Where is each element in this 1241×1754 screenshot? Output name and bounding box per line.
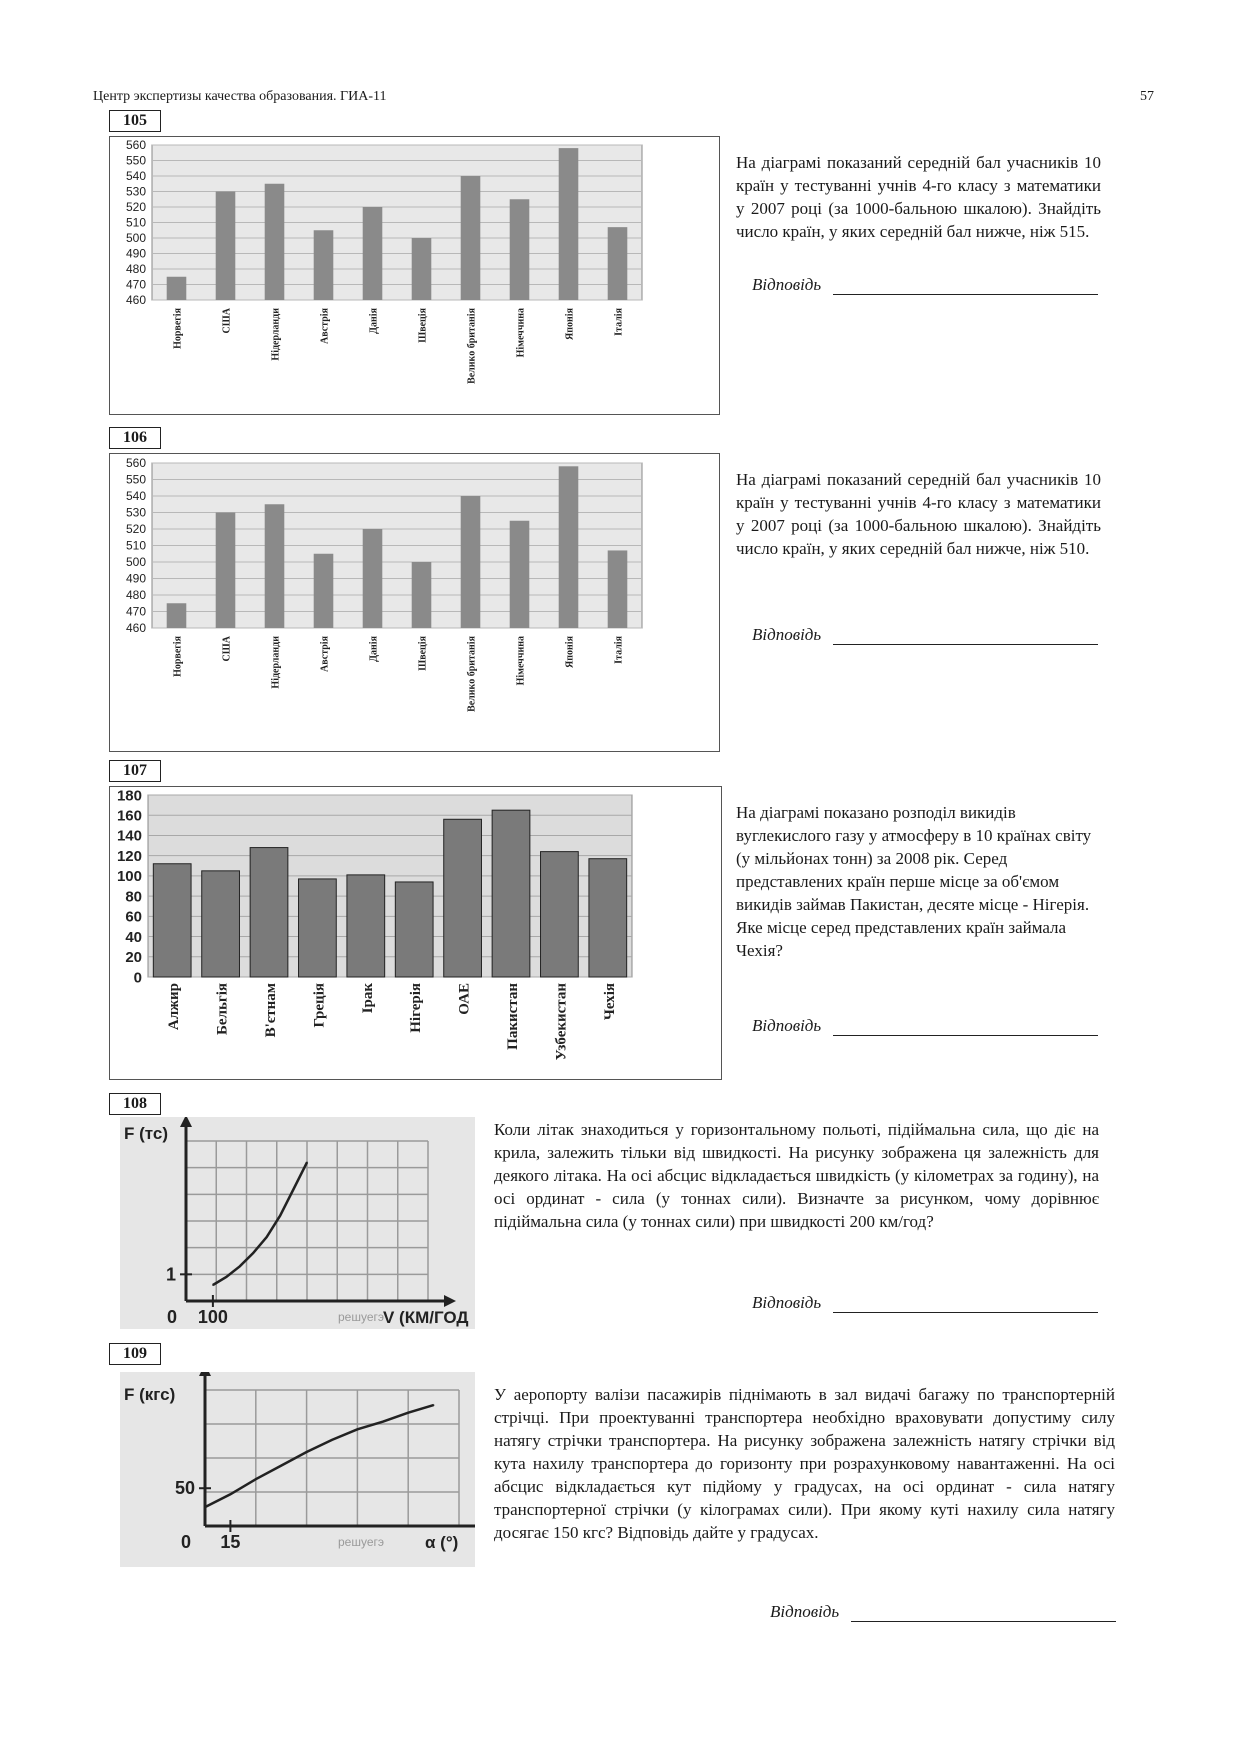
answer-label: Відповідь: [752, 625, 822, 644]
bar: [314, 230, 334, 300]
answer-106: [752, 625, 1098, 645]
y-tick-label: 550: [125, 472, 146, 487]
category-label: Італія: [613, 636, 625, 664]
chart-105: [110, 137, 719, 414]
answer-106-line[interactable]: [833, 627, 1098, 645]
bar: [444, 819, 482, 977]
question-number-106: 106: [109, 427, 161, 449]
answer-label: Відповідь: [752, 275, 822, 294]
question-number-107: 107: [109, 760, 161, 782]
category-label: Велико британія: [466, 636, 478, 712]
category-label: Австрія: [319, 308, 331, 344]
x-axis-label: α (°): [425, 1533, 459, 1552]
y-tick-label: 0: [133, 969, 142, 987]
bar: [167, 277, 187, 300]
y-tick-label: 530: [125, 184, 146, 199]
data-point: [230, 1493, 232, 1495]
bar: [559, 466, 579, 628]
y-tick-label: 20: [125, 949, 142, 967]
data-point: [280, 1465, 282, 1467]
category-label: Японія: [564, 308, 576, 340]
answer-109-line[interactable]: [851, 1604, 1116, 1622]
y-tick-label: 60: [125, 908, 142, 926]
bar: [202, 871, 240, 977]
question-number-108: 108: [109, 1093, 161, 1115]
chart-105-frame: [109, 136, 720, 415]
x-axis-label: V (КМ/ГОД: [383, 1308, 469, 1327]
data-point: [293, 1188, 295, 1190]
chart-106: [110, 454, 719, 751]
answer-label: Відповідь: [770, 1602, 840, 1621]
data-point: [239, 1266, 241, 1268]
answer-108-line[interactable]: [833, 1295, 1098, 1313]
category-label: Німеччина: [515, 636, 527, 686]
answer-109: [770, 1602, 1116, 1622]
y-tick-label: 490: [125, 246, 146, 261]
y-tick-label: 530: [125, 505, 146, 520]
answer-105: [752, 275, 1098, 295]
y-tick-label: 40: [125, 928, 142, 946]
watermark: решуегэ: [338, 1310, 385, 1324]
category-label: Данія: [368, 308, 380, 334]
question-105-text: На діаграмі показаний середній бал учасників 10 країн у тестуванні учнів 4-го класу з математики у 2007 році (за 1000-бальною шкалою). Знайдіть число країн, у яких середній бал нижче, ніж 515.: [736, 153, 1101, 241]
bar: [608, 550, 628, 628]
category-label: США: [221, 636, 233, 662]
bar: [608, 227, 628, 300]
category-label: Алжир: [166, 983, 183, 1031]
category-label: Нігерія: [408, 983, 425, 1033]
bar: [265, 184, 285, 300]
category-label: Греція: [311, 983, 328, 1028]
data-point: [279, 1215, 281, 1217]
question-number-105: 105: [109, 110, 161, 132]
category-label: Бельгія: [214, 983, 231, 1036]
answer-label: Відповідь: [752, 1016, 822, 1035]
question-106-text: На діаграмі показаний середній бал учасників 10 країн у тестуванні учнів 4-го класу з математики у 2007 році (за 1000-бальною шкалою). Знайдіть число країн, у яких середній бал нижче, ніж 510.: [736, 470, 1101, 558]
category-label: Данія: [368, 636, 380, 662]
chart-107-frame: [109, 786, 722, 1080]
origin-label: 0: [166, 1307, 178, 1327]
category-label: ОАЕ: [456, 983, 473, 1015]
bar: [167, 603, 187, 628]
y-tick-label: 560: [125, 456, 146, 471]
chart-109-frame: [120, 1372, 475, 1567]
x-tick-label: 15: [220, 1532, 241, 1552]
chart-109: [120, 1372, 475, 1567]
data-point: [252, 1252, 254, 1254]
y-tick-label: 510: [125, 215, 146, 230]
y-tick-label: 500: [125, 231, 146, 246]
data-point: [407, 1412, 409, 1414]
bar: [461, 176, 481, 300]
y-tick-label: 80: [125, 888, 142, 906]
data-point: [212, 1284, 214, 1286]
y-tick-label: 550: [125, 153, 146, 168]
y-tick-label: 470: [125, 604, 146, 619]
category-label: Нідерланди: [270, 636, 282, 689]
bar: [510, 521, 530, 628]
category-label: Швеція: [417, 308, 429, 343]
y-tick-label: 560: [125, 138, 146, 153]
data-point: [331, 1439, 333, 1441]
bar: [589, 859, 627, 977]
bar: [559, 148, 579, 300]
data-point: [357, 1428, 359, 1430]
y-tick-label: 100: [116, 868, 142, 886]
y-tick-label: 480: [125, 262, 146, 277]
bar: [363, 207, 383, 300]
data-point: [306, 1451, 308, 1453]
chart-107: [110, 787, 721, 1079]
bar: [250, 848, 288, 977]
bar: [314, 554, 334, 628]
x-tick-label: 100: [197, 1307, 228, 1327]
chart-108-frame: [120, 1117, 475, 1329]
category-label: Німеччина: [515, 308, 527, 358]
y-tick-label: 140: [116, 827, 142, 845]
category-label: Норвегія: [172, 308, 184, 349]
y-tick-label: 480: [125, 588, 146, 603]
page-header-title: Центр экспертизы качества образования. ГИА-11: [93, 89, 387, 104]
data-point: [255, 1478, 257, 1480]
y-tick-label: 520: [125, 200, 146, 215]
bar: [510, 199, 530, 300]
y-tick-label: 460: [125, 621, 146, 636]
bar: [153, 864, 191, 977]
chart-106-frame: [109, 453, 720, 752]
y-tick-label: 540: [125, 169, 146, 184]
y-tick-label: 500: [125, 555, 146, 570]
bar: [265, 504, 285, 628]
category-label: Австрія: [319, 636, 331, 672]
category-label: Японія: [564, 636, 576, 668]
answer-108: [752, 1293, 1098, 1313]
y-tick-label: 520: [125, 522, 146, 537]
y-tick-label: 490: [125, 571, 146, 586]
y-tick-label: 160: [116, 807, 142, 825]
watermark: решуегэ: [338, 1535, 385, 1549]
answer-107-line[interactable]: [833, 1018, 1098, 1036]
y-tick-label: 540: [125, 489, 146, 504]
y-tick-label: 510: [125, 538, 146, 553]
category-label: Узбекистан: [553, 983, 570, 1061]
question-number-109: 109: [109, 1343, 161, 1365]
category-label: Італія: [613, 308, 625, 336]
answer-107: [752, 1016, 1098, 1036]
bar: [395, 882, 433, 977]
y-axis-arrow: [199, 1372, 211, 1376]
y-tick-label: 120: [116, 847, 142, 865]
question-107-text: На діаграмі показано розподіл викидів вуглекислого газу у атмосферу в 10 країнах світу (у мільйонах тонн) за 2008 рік. Серед представлених країн перше місце за об'ємом викидів займав Пакистан, десяте місце - Нігерія. Яке місце серед представлених країн займала Чехія?: [736, 803, 1092, 960]
answer-105-line[interactable]: [833, 277, 1098, 295]
question-109-text: У аеропорту валізи пасажирів піднімають в зал видачі багажу по транспортерній стрічці. При проектуванні транспортера необхідно враховувати допустиму силу натягу стрічки транспортера. На рисунку зображена залежність натягу стрічки від кута нахилу транспортера до горизонту при розрахунковому навантаженні. На осі абсцис відкладається кут підйому у градусах, на осі ординат - сила натягу транспортерної стрічки (у кілограмах сили). При якому куті нахилу сила натягу досягає 150 кгс? Відповідь дайте у градусах.: [494, 1385, 1115, 1542]
bar: [216, 513, 236, 629]
data-point: [266, 1236, 268, 1238]
bar: [347, 875, 385, 977]
bar: [363, 529, 383, 628]
category-label: В'єтнам: [263, 983, 279, 1038]
bar: [492, 810, 530, 977]
data-point: [306, 1162, 308, 1164]
origin-label: 0: [180, 1532, 192, 1552]
category-label: Нідерланди: [270, 308, 282, 361]
y-tick-label: 470: [125, 277, 146, 292]
plot-background: [120, 1117, 475, 1329]
category-label: Ірак: [359, 983, 376, 1014]
bar: [299, 879, 337, 977]
bar: [541, 852, 579, 977]
category-label: Велико британія: [466, 308, 478, 384]
category-label: США: [221, 308, 233, 334]
y-tick-label: 1: [165, 1264, 176, 1285]
bar: [216, 192, 236, 301]
category-label: Норвегія: [172, 636, 184, 677]
bar: [412, 562, 432, 628]
y-tick-label: 180: [116, 787, 142, 805]
y-tick-label: 50: [174, 1478, 195, 1499]
category-label: Чехія: [601, 983, 618, 1021]
bar: [461, 496, 481, 628]
category-label: Пакистан: [505, 983, 521, 1050]
page-number: 57: [1140, 89, 1154, 104]
data-point: [433, 1404, 435, 1406]
y-axis-label: F (кгс): [124, 1385, 176, 1404]
chart-108: [120, 1117, 475, 1329]
bar: [412, 238, 432, 300]
category-label: Швеція: [417, 636, 429, 671]
question-108-text: Коли літак знаходиться у горизонтальному польоті, підіймальна сила, що діє на крила, залежить тільки від швидкості. На рисунку зображена ця залежність для деякого літака. На осі абсцис відкладається швидкість (у кілометрах за годину), на осі ординат - сила (у тоннах сили). Визначте за рисунком, чому дорівнює підіймальна сила (у тоннах сили) при швидкості 200 км/год?: [494, 1120, 1099, 1231]
answer-label: Відповідь: [752, 1293, 822, 1312]
y-tick-label: 460: [125, 293, 146, 308]
data-point: [204, 1506, 206, 1508]
data-point: [382, 1421, 384, 1423]
data-point: [226, 1276, 228, 1278]
y-axis-label: F (тс): [124, 1124, 168, 1143]
